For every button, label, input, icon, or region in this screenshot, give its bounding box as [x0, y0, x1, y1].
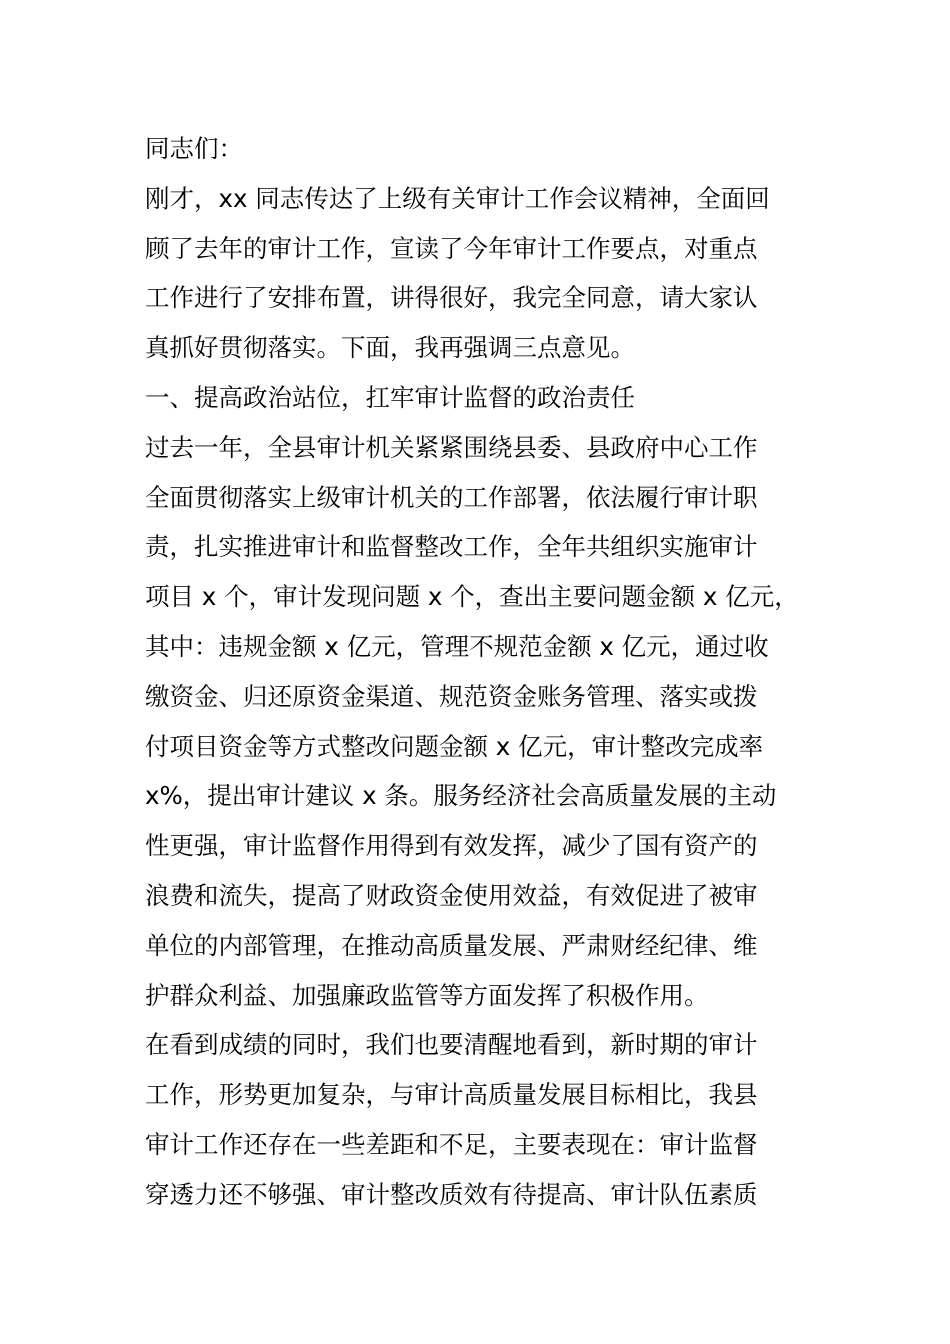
paragraph-3-line-3: 审计工作还存在一些差距和不足，主要表现在：审计监督	[145, 1129, 758, 1159]
paragraph-2-line-11: 单位的内部管理，在推动高质量发展、严肃财经纪律、维	[145, 930, 758, 960]
paragraph-2-line-4: 项目 x 个，审计发现问题 x 个，查出主要问题金额 x 亿元，	[145, 582, 799, 612]
paragraph-1-line-4: 真抓好贯彻落实。下面，我再强调三点意见。	[145, 333, 635, 363]
paragraph-2-line-9: 性更强，审计监督作用得到有效发挥，减少了国有资产的	[145, 831, 758, 861]
paragraph-3-line-4: 穿透力还不够强、审计整改质效有待提高、审计队伍素质	[145, 1179, 758, 1209]
section-heading-1: 一、提高政治站位，扛牢审计监督的政治责任	[145, 382, 635, 412]
paragraph-2-line-7: 付项目资金等方式整改问题金额 x 亿元，审计整改完成率	[145, 731, 764, 761]
paragraph-2-line-1: 过去一年，全县审计机关紧紧围绕县委、县政府中心工作	[145, 432, 758, 462]
paragraph-1-line-2: 顾了去年的审计工作，宣读了今年审计工作要点，对重点	[145, 233, 758, 263]
paragraph-2-line-12: 护群众利益、加强廉政监管等方面发挥了积极作用。	[145, 980, 709, 1010]
paragraph-2-line-10: 浪费和流失，提高了财政资金使用效益，有效促进了被审	[145, 880, 758, 910]
paragraph-2-line-3: 责，扎实推进审计和监督整改工作，全年共组织实施审计	[145, 532, 758, 562]
paragraph-2-line-2: 全面贯彻落实上级审计机关的工作部署，依法履行审计职	[145, 482, 758, 512]
paragraph-2-line-6: 缴资金、归还原资金渠道、规范资金账务管理、落实或拨	[145, 681, 758, 711]
paragraph-2-line-5: 其中：违规金额 x 亿元，管理不规范金额 x 亿元，通过收	[145, 631, 769, 661]
paragraph-1-line-1: 刚才，xx 同志传达了上级有关审计工作会议精神，全面回	[145, 183, 770, 213]
paragraph-3-line-2: 工作，形势更加复杂，与审计高质量发展目标相比，我县	[145, 1080, 758, 1110]
salutation: 同志们：	[145, 134, 243, 163]
paragraph-3-line-1: 在看到成绩的同时，我们也要清醒地看到，新时期的审计	[145, 1030, 758, 1060]
document-body	[145, 124, 825, 1220]
paragraph-2-line-8: x%，提出审计建议 x 条。服务经济社会高质量发展的主动	[145, 781, 777, 811]
paragraph-1-line-3: 工作进行了安排布置，讲得很好，我完全同意，请大家认	[145, 283, 758, 313]
